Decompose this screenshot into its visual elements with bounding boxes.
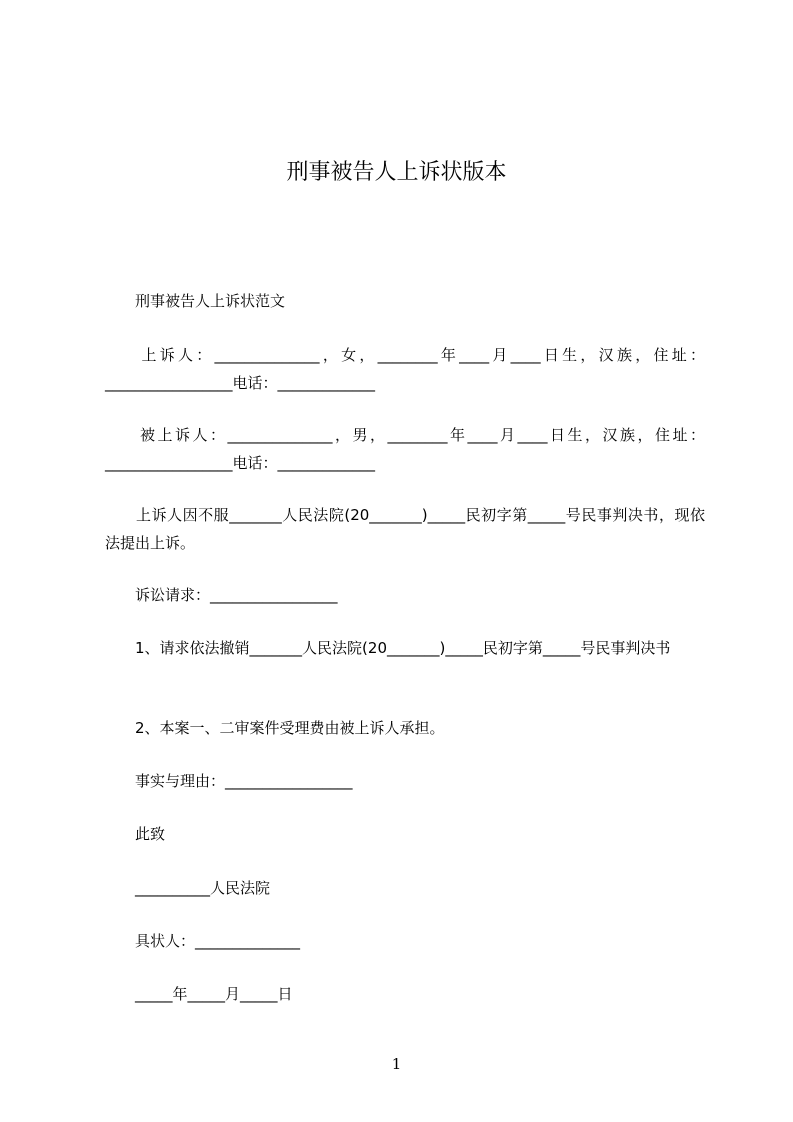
paragraph-appeal-statement: 上诉人因不服_______人民法院(20_______)_____民初字第_____号民事判决书，现依法提出上诉。 <box>105 506 705 552</box>
document-title: 刑事被告人上诉状版本 <box>286 159 507 185</box>
paragraph-signer: 具状人：______________ <box>105 932 301 950</box>
page-number: 1 <box>391 1055 402 1073</box>
paragraph-appellant: 上诉人：______________，女，________年____月____日生，汉族，住址：_________________电话：_____________ <box>105 346 705 392</box>
paragraph-heading: 刑事被告人上诉状范文 <box>105 292 286 310</box>
paragraph-claim-1: 1、请求依法撤销_______人民法院(20_______)_____民初字第_____号民事判决书 <box>105 639 671 657</box>
paragraph-claims: 诉讼请求：_________________ <box>105 586 338 604</box>
paragraph-court: __________人民法院 <box>105 879 271 897</box>
paragraph-claim-2: 2、本案一、二审案件受理费由被上诉人承担。 <box>105 719 445 737</box>
paragraph-appellee: 被上诉人：______________，男，________年____月____日生，汉族，住址：_________________电话：_____________ <box>105 426 705 472</box>
paragraph-facts: 事实与理由：_________________ <box>105 772 353 790</box>
paragraph-date: _____年_____月_____日 <box>105 985 293 1003</box>
paragraph-salutation: 此致 <box>105 825 166 843</box>
